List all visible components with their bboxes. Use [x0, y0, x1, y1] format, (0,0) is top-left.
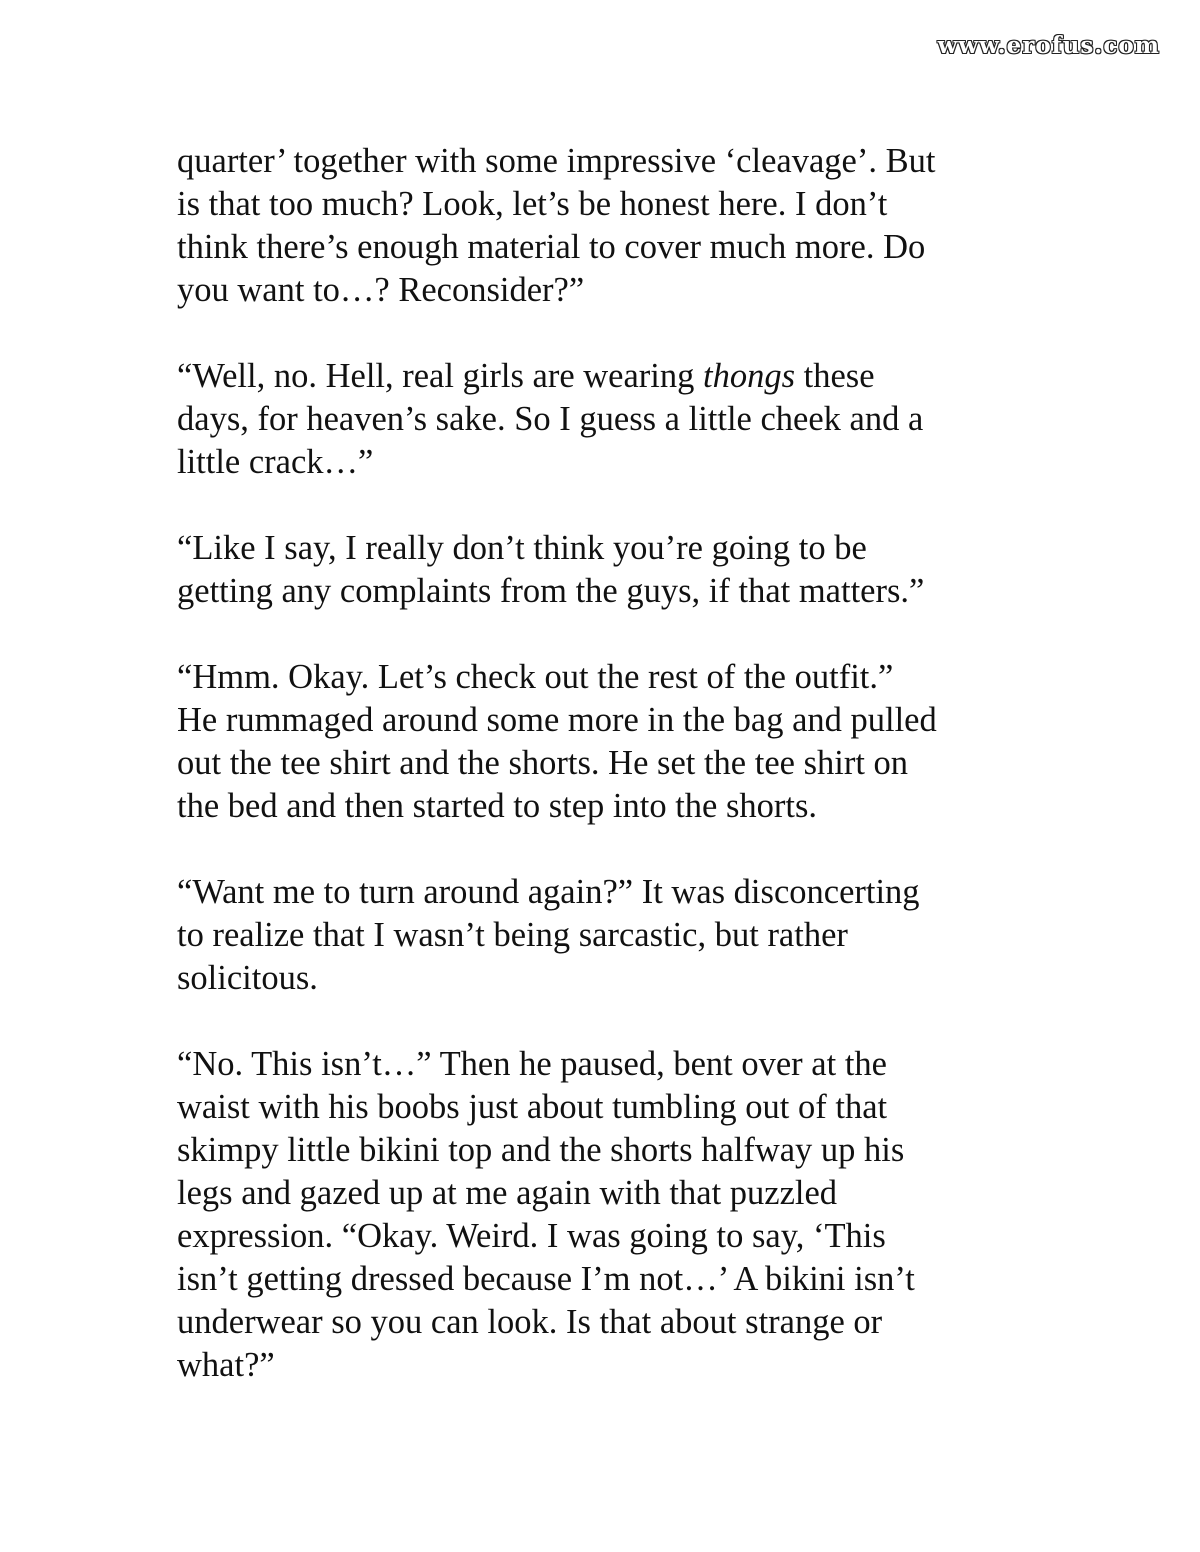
text-line: “No. This isn’t…” Then he paused, bent over at the	[177, 1045, 887, 1083]
text-line: little crack…”	[177, 443, 374, 481]
text-line: to realize that I wasn’t being sarcastic, but rather	[177, 916, 848, 954]
text-run: “Well, no. Hell, real girls are wearing	[177, 357, 704, 395]
text-line	[177, 355, 1037, 398]
text-line: expression. “Okay. Weird. I was going to say, ‘This	[177, 1217, 886, 1255]
text-line: what?”	[177, 1346, 275, 1384]
site-watermark: www.erofus.com	[937, 32, 1160, 59]
paragraph-2	[177, 355, 1037, 484]
paragraph-6	[177, 1043, 1037, 1387]
text-line: quarter’ together with some impressive ‘cleavage’. But	[177, 142, 936, 180]
text-line: the bed and then started to step into the shorts.	[177, 787, 818, 825]
text-line: isn’t getting dressed because I’m not…’ A bikini isn’t	[177, 1260, 915, 1298]
text-line: solicitous.	[177, 959, 318, 997]
text-line: think there’s enough material to cover much more. Do	[177, 228, 926, 266]
text-line: out the tee shirt and the shorts. He set the tee shirt on	[177, 744, 909, 782]
text-line: legs and gazed up at me again with that puzzled	[177, 1174, 838, 1212]
paragraph-3	[177, 527, 1037, 613]
text-line: “Want me to turn around again?” It was disconcerting	[177, 873, 920, 911]
text-line: days, for heaven’s sake. So I guess a little cheek and a	[177, 400, 924, 438]
text-line: waist with his boobs just about tumbling out of that	[177, 1088, 888, 1126]
paragraph-4	[177, 656, 1037, 828]
text-line: is that too much? Look, let’s be honest here. I don’t	[177, 185, 888, 223]
text-line: getting any complaints from the guys, if that matters.”	[177, 572, 925, 610]
text-line: you want to…? Reconsider?”	[177, 271, 585, 309]
text-line: “Hmm. Okay. Let’s check out the rest of the outfit.”	[177, 658, 894, 696]
text-line: skimpy little bikini top and the shorts halfway up his	[177, 1131, 905, 1169]
text-line: underwear so you can look. Is that about strange or	[177, 1303, 883, 1341]
text-line: He rummaged around some more in the bag and pulled	[177, 701, 937, 739]
text-line: “Like I say, I really don’t think you’re going to be	[177, 529, 867, 567]
italic-word: thongs	[703, 357, 796, 395]
page-text	[177, 140, 1037, 1430]
paragraph-1	[177, 140, 1037, 312]
paragraph-5	[177, 871, 1037, 1000]
text-run: these	[795, 357, 875, 395]
